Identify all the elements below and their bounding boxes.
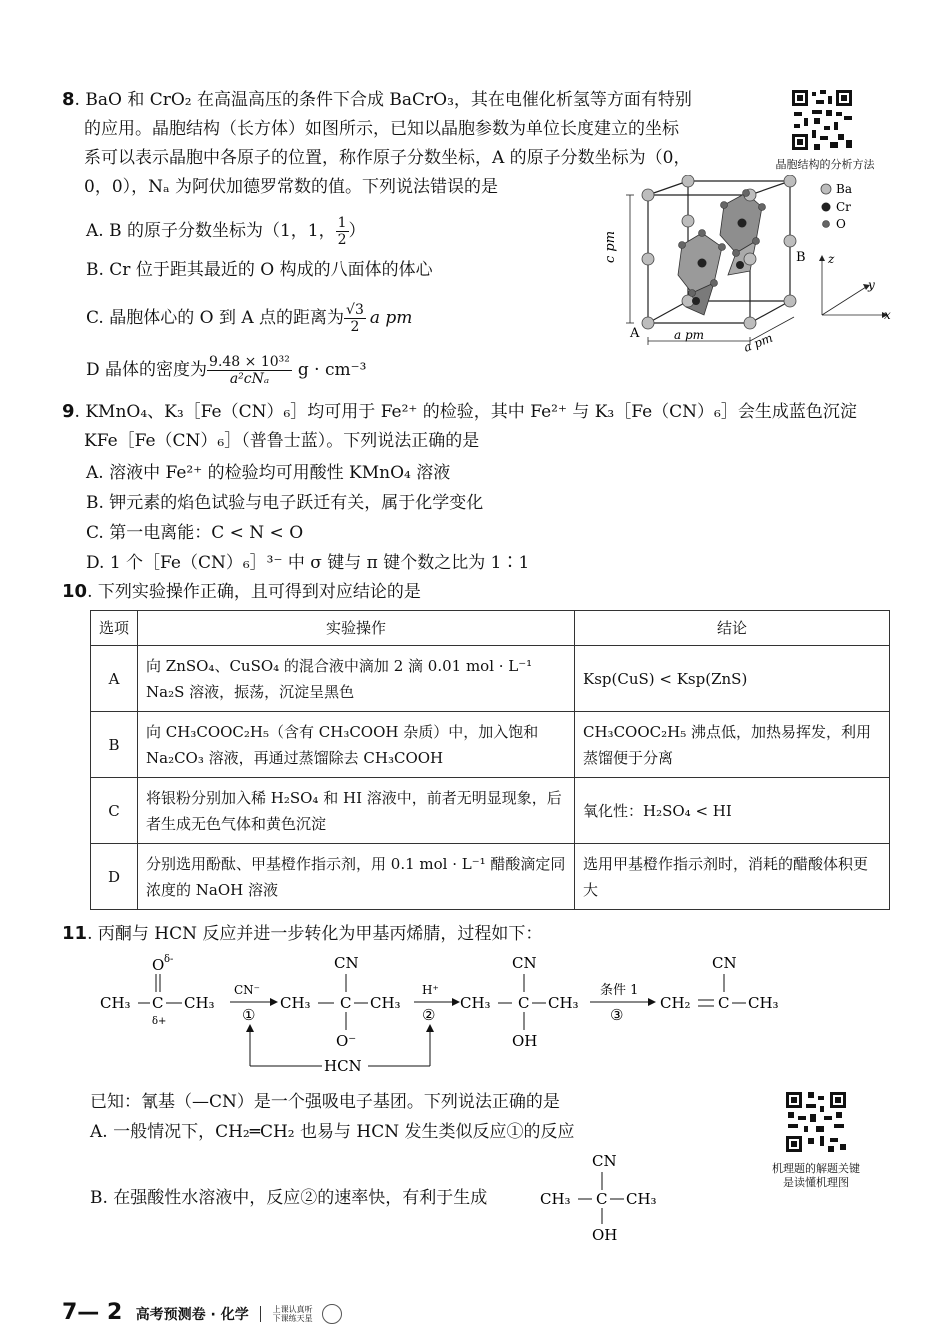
q9-option-a[interactable]: A. 溶液中 Fe²⁺ 的检验均可用酸性 KMnO₄ 溶液 [86,463,451,483]
label-b: B [796,250,806,265]
svg-text:②: ② [422,1006,436,1024]
svg-text:C: C [596,1190,608,1208]
q9-line-2: KFe［Fe（CN）₆］（普鲁士蓝）。下列说法正确的是 [84,431,480,451]
q8-option-b[interactable]: B. Cr 位于距其最近的 O 构成的八面体的体心 [86,260,433,280]
q8-line-3: 系可以表示晶胞中各原子的位置，称作原子分数坐标，A 的原子分数坐标为（0， [84,148,691,168]
page-footer [62,1300,342,1325]
table-row[interactable]: C 将银粉分别加入稀 H₂SO₄ 和 HI 溶液中，前者无明显现象，后者生成无色气体和黄色沉淀 氧化性：H₂SO₄ < HI [91,778,890,844]
q9-line-1: 9. KMnO₄、K₃［Fe（CN）₆］均可用于 Fe²⁺ 的检验，其中 Fe²⁺ 与 K₃［Fe（CN）₆］会生成蓝色沉淀 [62,401,857,422]
svg-text:CH₃: CH₃ [280,994,311,1012]
option-b-structure [536,1148,676,1248]
q8-option-a[interactable]: A. B 的原子分数坐标为（1，1， $\frac{1}{2}$ ） [86,215,366,248]
svg-text:CH₂: CH₂ [660,994,691,1012]
svg-text:CH₃: CH₃ [460,994,491,1012]
axis-x-label: x [884,308,891,322]
q8-option-d[interactable]: D 晶体的密度为 $\frac{\text{9.48 × 10³²}}{\text{a²cNₐ}}$ g · cm⁻³ [86,354,367,387]
svg-text:C: C [340,994,352,1012]
label-a-pm-2: a pm [741,330,775,355]
svg-text:δ+: δ+ [152,1016,167,1027]
legend-cr: Cr [836,200,851,214]
label-c-pm: c pm [603,230,618,263]
svg-text:OH: OH [592,1226,618,1244]
q10-number: 10 [62,581,88,602]
qr-code-2[interactable] [784,1090,848,1154]
svg-text:CN: CN [512,954,537,972]
svg-text:C: C [518,994,530,1012]
svg-text:CN: CN [592,1152,617,1170]
svg-text:CH₃: CH₃ [184,994,215,1012]
svg-text:CH₃: CH₃ [370,994,401,1012]
reaction-scheme [96,950,796,1080]
header-operation: 实验操作 [138,611,575,646]
crystal-cell-figure [600,175,900,355]
legend-ba: Ba [836,182,852,196]
q11-option-b[interactable]: B. 在强酸性水溶液中，反应②的速率快，有利于生成 [90,1188,488,1208]
legend-o-marker [823,221,830,228]
experiment-table [90,610,890,910]
svg-text:O: O [152,956,165,974]
page-number: 7— 2 [62,1300,123,1325]
footer-divider [260,1306,261,1322]
svg-text:OH: OH [512,1032,538,1050]
svg-text:③: ③ [610,1006,624,1024]
footer-slogan: 上课认真听 下课练天星 [272,1305,313,1323]
q9-number: 9 [62,401,75,422]
axis-y-label: y [868,278,875,292]
label-a-pm-1: a pm [674,328,705,342]
svg-text:CN⁻: CN⁻ [234,983,261,997]
q9-option-d[interactable]: D. 1 个［Fe（CN）₆］³⁻ 中 σ 键与 π 键个数之比为 1∶1 [86,553,530,573]
header-option: 选项 [91,611,138,646]
qr-code-1[interactable] [790,88,854,152]
svg-text:CH₃: CH₃ [626,1190,657,1208]
axis-z-label: z [828,252,835,266]
qr-caption-1: 晶胞结构的分析方法 [775,158,875,171]
qr-caption-2: 机理题的解题关键 是读懂机理图 [772,1162,860,1189]
q11-stem: 11. 丙酮与 HCN 反应并进一步转化为甲基丙烯腈，过程如下： [62,923,543,944]
svg-text:CH₃: CH₃ [748,994,779,1012]
q8-line-2: 的应用。晶胞结构（长方体）如图所示，已知以晶胞参数为单位长度建立的坐标 [84,119,679,139]
svg-text:条件 1: 条件 1 [600,983,639,998]
legend-ba-marker [821,184,831,194]
frac-d: $\frac{\text{9.48 × 10³²}}{\text{a²cNₐ}}$ [209,354,290,387]
q9-option-c[interactable]: C. 第一电离能：C < N < O [86,523,304,543]
q9-option-b[interactable]: B. 钾元素的焰色试验与电子跃迁有关，属于化学变化 [86,493,484,513]
q8-number: 8 [62,89,75,110]
q8-line-4: 0，0），Nₐ 为阿伏加德罗常数的值。下列说法错误的是 [84,177,498,197]
frac-c: $\frac{√3}{2}$ [346,302,364,335]
table-row[interactable]: B 向 CH₃COOC₂H₅（含有 CH₃COOH 杂质）中，加入饱和 Na₂CO₃ 溶液，再通过蒸馏除去 CH₃COOH CH₃COOC₂H₅ 沸点低，加热易挥发，利用蒸馏便于分离 [91,712,890,778]
footer-title: 高考预测卷 · 化学 [135,1307,249,1323]
mascot-icon [322,1304,342,1324]
q10-stem: 10. 下列实验操作正确，且可得到对应结论的是 [62,581,421,602]
legend-cr-marker [822,203,831,212]
svg-text:①: ① [242,1006,256,1024]
svg-text:CN: CN [334,954,359,972]
svg-text:CH₃: CH₃ [548,994,579,1012]
svg-text:CN: CN [712,954,737,972]
svg-text:C: C [152,994,164,1012]
table-row[interactable]: D 分别选用酚酞、甲基橙作指示剂，用 0.1 mol · L⁻¹ 醋酸滴定同浓度的 NaOH 溶液 选用甲基橙作指示剂时，消耗的醋酸体积更大 [91,844,890,910]
frac-a: $\frac{1}{2}$ [337,215,347,248]
svg-text:H⁺: H⁺ [422,983,439,997]
q11-known: 已知：氰基（—CN）是一个强吸电子基团。下列说法正确的是 [90,1092,560,1112]
q8-option-c[interactable]: C. 晶胞体心的 O 到 A 点的距离为 $\frac{√3}{2}$ a pm [86,302,413,335]
svg-text:O⁻: O⁻ [336,1032,357,1050]
q11-option-a[interactable]: A. 一般情况下，CH₂═CH₂ 也易与 HCN 发生类似反应①的反应 [90,1122,575,1142]
q11-number: 11 [62,923,88,944]
header-conclusion: 结论 [575,611,890,646]
table-row[interactable]: A 向 ZnSO₄、CuSO₄ 的混合液中滴加 2 滴 0.01 mol · L⁻¹ Na₂S 溶液，振荡，沉淀呈黑色 Ksp(CuS) < Ksp(ZnS) [91,646,890,712]
q8-line-1: 8. BaO 和 CrO₂ 在高温高压的条件下合成 BaCrO₃，其在电催化析氢等方面有特别 [62,89,692,110]
svg-text:δ-: δ- [164,954,174,965]
svg-text:CH₃: CH₃ [100,994,131,1012]
table-header-row [91,611,890,646]
svg-text:HCN: HCN [324,1057,362,1075]
svg-text:C: C [718,994,730,1012]
legend-o: O [836,217,846,231]
svg-text:CH₃: CH₃ [540,1190,571,1208]
label-a: A [630,326,640,341]
